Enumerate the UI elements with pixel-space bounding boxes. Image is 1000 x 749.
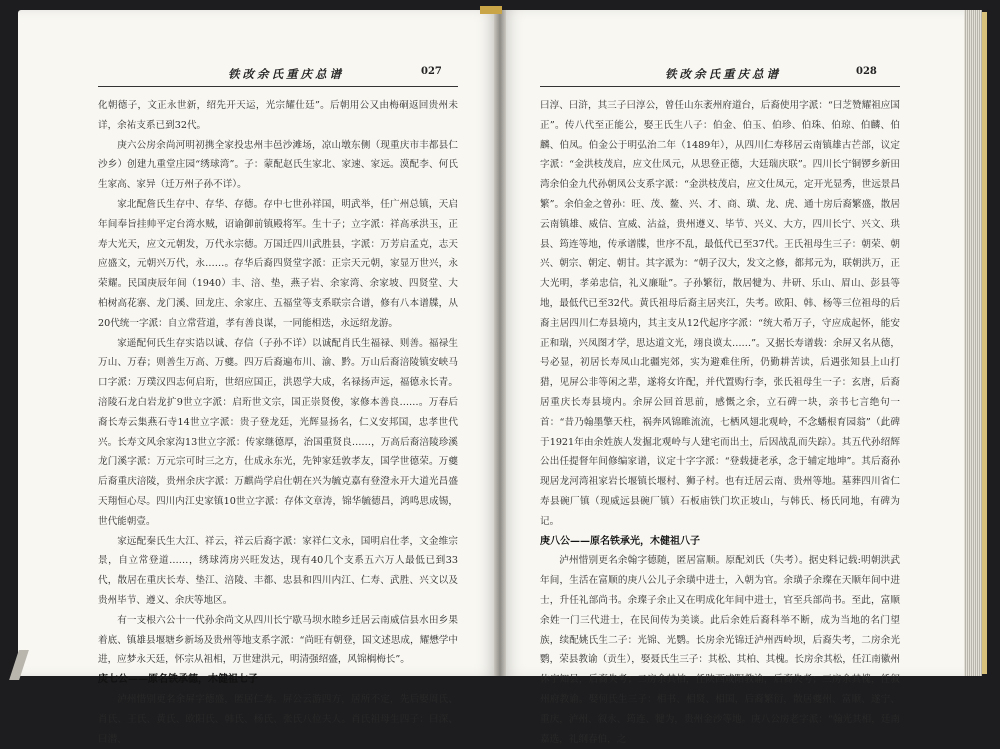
right-page-header: [500, 62, 982, 88]
bookmark-ribbon: [480, 6, 502, 14]
right-page: [500, 10, 982, 745]
right-header-rule: [540, 86, 900, 87]
section-heading: 庚八公——原名铁承光，木健祖八子: [540, 535, 700, 547]
book-spine: [494, 10, 506, 676]
book-cover-edge: [982, 12, 987, 674]
left-page-number: 027: [421, 66, 442, 77]
paragraph: 泸州惜别更名余翰字德随，匿居富顺。原配刘氏（失考）。据史料记载:明朝洪武年间，生活在富顺的庚八公儿子余璜中进士，入朝为官。余璜子余璨在天顺年间中进士，升任礼部尚书。余璨子余止又在明成化年间中进士，官至兵部尚书。至此，富顺余姓一门三代进士，在民间传为美谈。此后余姓后裔科举不断，成为当地的名门望族，续配姚氏生二子：光锦、光鹦。长房余光锦迁泸州西岭坝，后裔失考，二房余光鹦，荣县教谕（贡生），娶聂氏生三子：其松、其柏、其槐。长房余其松，任江南徽州休宁知县，后裔失考；二房余其柏，任陕西咸阳教谕，后裔失考；三房余其槐，任叙州府教谕。娶何氏生三子：相书、相贤、相国，后裔繁衍，散居夔州、富顺、遂宁、重庆，泸州、叙永、筠连、犍为，贵州金沙等地。庚八公房老字派：“翰光其相，廷南嘉选，礼纲春伯，之: [540, 555, 900, 745]
right-page-number: 028: [856, 66, 877, 77]
paragraph: 泸州惜别更名余屏字德盛，匿居仁寿。屏公云游四方，居所不定，先后娶周氏、肖氏、王氏、黄氏、欧阳氏、韩氏、杨氏、张氏八位夫人。肖氏祖母生四子：曰深、曰潜、: [98, 693, 458, 745]
paragraph: 有一支根六公十一代孙余尚文从四川长宁歇马坝水睦乡迁居云南威信县水田乡果着底、镇雄县堰塘乡新场及贵州等地支系字派：“尚旺有朝登，国文述思成，耀懋学中进，应梦永天廷，怀宗从祖相，万世建洪元，明清强绍盛，风锦榈梅长”。: [98, 614, 458, 666]
paragraph: 化朝德子，文正永世新，绍先开天运，光宗耀仕廷”。后朝用公又由梅硐返回贵州未详，余祐支系已到32代。: [98, 100, 458, 131]
paragraph: 家北配詹氏生存中、存华、存德。存中七世孙祥国，明武举，任广州总镇，天启年间奉旨挂帅平定台湾水贼，诏谕御前镇殿将军。生十子；立字派：祥高承洪玉，正寿大光天，应文元朝发，万代永宗德。万国迁四川武胜县，字派：万芳启孟克，志天应盛文，元朝兴万代，永……。存华后裔四贤堂字派：正宗天元朝，家显万世兴，永荣耀。民国庚辰年间（1940）丰、涪、垫，燕子岩、余家湾、余家坡、四贤堂、大柏树高花寨、龙门溪、回龙庄、余家庄、五福堂等支系联宗合谱，修有八本谱牒，从20代统一字派：自立常营道，孝有善良谋，一同能相迭，永远绍龙游。: [98, 198, 458, 329]
open-book: [18, 10, 982, 745]
paragraph: 家遥配何氏生存实诰以诚、存信（子孙不详）以诚配肖氏生福禄、则善。福禄生万山、万春；则善生万高、万夔。四万后裔遍布川、渝、黔。万山后裔涪陵镇安峡马口字派：万璞汉四志何启珩，世绍应国正，洪恩学大成，名禄扬声远，福德永长青。涪陵石龙白岩龙扩9世立字派：启珩世文宗，国正崇贤俊，家修本善良……。万春后裔长寿云集燕石寺14世立字派：贵子登龙廷，光辉显扬名，仁义安邦国，忠孝世代兴。长寿文风余家沟13世立字派：传家继德厚，治国重贤良……，万高后裔涪陵珍溪龙门溪字派：万元宗可时三之方，仕成永东光，先钟家廷敦孝友，国学世德荣。万夔后裔重庆涪陵，贵州余庆字派：万麒尚学启仕朝在兴为毓克嘉有登澄永开大道光昌盛天翔恒心尽。四川内江史家镇10世立字派：存体文章涛，锦华毓德昌，鸿鸣思成锡，世代能朝壹。: [98, 337, 458, 527]
paragraph: 曰淳、曰浒，其三子曰淳公，曾任山东袤州府道台，后裔使用字派：“曰芝赞耀祖应国正”。传八代至正能公，娶王氏生八子：伯金、伯玉、伯珍、伯珠、伯琼、伯麟、伯麟、伯凤。伯金公于明弘治二年（1489年），从四川仁寿移居云南镇雄古芒部，议定字派：“金洪枝茂启，应文仕凤元，从思登正德，大廷瑞庆联”。四川长宁铜锣乡新田湾余伯金九代孙朝凤公支系字派：“金洪枝茂启，应文仕凤元，定开光显秀，世远景昌繁”。余伯金之曾孙：旺、茂、鳌、兴、才、商、璜、龙、虎、通十房后裔繁盛，散居云南镇雄、威信、宣威、沾益，贵州遵义、毕节、兴义、大方，四川长宁、兴文、珙县、筠连等地，传承谱牒，世序不乱，最低代已至37代。王氏祖母生三子：朝荣、朝兴、朝宗、朝定、朝甘。其字派为：“朝子汉大，发文之修，都邦元为，联朝洪万，正大光明，孝弟忠信，礼义廉耻”。子孙繁衍，散居犍为、井研、乐山、眉山、彭县等地，最低代已至32代。黄氏祖母后裔主居夹江，失考。欧阳、韩、杨等三位祖母的后裔主居四川仁寿县境内，其主支从12代起序字派：“统大希万子，守应成起怀，能安正和瑞，兴凤图才学，思达道文光，翊良谟太……”。又据长寿谱载：余屏又名从德，号必显，初居长寿凤山北疆宪郊，实为避难住所，仍勤耕苦读，后遇张知县上山打猎，见屏公非等闲之辈，遂将女许配，并代置购行李，张氏祖母生一子：玄唐，后裔居重庆长寿县境内。余屏公回首思前，感慨之余，立石碑一块，亲书七言绝句一首：“昔乃翰墨擎天柱，祸奔风锦睢流流，七栖风翅北观岭，不念蟠根育园翁”（此碑于1921年由余姓族人发掘北观岭与人建宅而出土，后因战乱而失踪）。其五代孙绍辉公出任提督年间修编家谱，议定十字字派：“登载捷老承，念于辅定地坤”。其后裔孙现居龙河湾祖家岩长堰镇长堰村、狮子村。也有迁居云南、贵州等地。墓葬四川省仁寿县碗厂镇（现威远县碗厂镇）石板庙铁门坎正坡山，与韩氏、杨氏同地，有碑为记。: [540, 100, 900, 527]
paragraph: 庚六公房余尚河明初携全家投忠州丰邑沙滩场，凉山墩东侧（现重庆市丰都县仁沙乡）创建九重堂庄园“绣球湾”。子：蒙配赵氏生家北、家速、家远。漠配李、何氏生家高、家异（迁万州子孙不详）。: [98, 139, 458, 191]
page-edges: [964, 10, 982, 676]
left-header-title: 铁改余氏重庆总谱: [228, 67, 344, 81]
right-header-title: 铁改余氏重庆总谱: [665, 67, 781, 81]
left-header-rule: [98, 86, 458, 87]
paragraph: 家远配秦氏生大江、祥云，祥云后裔字派：家祥仁文永，国明启仕孝，文金维宗景，自立常登道……，绣球湾房兴旺发达，现有40几个支系五六万人最低已到33代，散居在重庆长寿、垫江、涪陵、丰都、忠县和四川内江、仁寿、武胜、兴文以及贵州毕节、遵义、余庆等地区。: [98, 535, 458, 606]
left-page-header: [18, 62, 500, 88]
left-page: [18, 10, 500, 745]
section-heading: 庚七公——原名铁承德，木健祖七子: [98, 674, 258, 686]
left-page-body: [98, 96, 458, 749]
right-page-body: [540, 96, 900, 749]
